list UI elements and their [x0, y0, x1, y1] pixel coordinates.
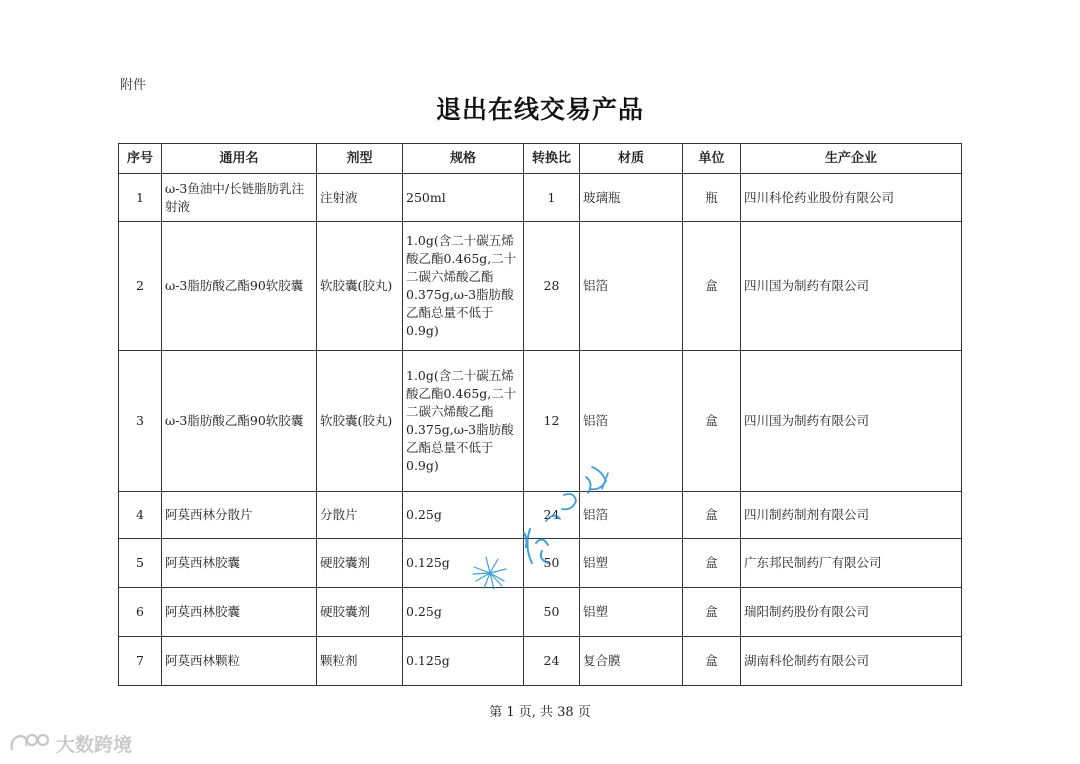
- page-footer: 第 1 页, 共 38 页: [489, 705, 591, 720]
- cell-name: 阿莫西林胶囊: [162, 539, 317, 588]
- cell-material: 铝箔: [580, 351, 683, 492]
- cell-unit: 盒: [683, 351, 741, 492]
- column-header-unit: 单位: [683, 144, 741, 174]
- cell-name: ω-3脂肪酸乙酯90软胶囊: [162, 351, 317, 492]
- column-header-name: 通用名: [162, 144, 317, 174]
- column-header-ratio: 转换比: [524, 144, 580, 174]
- cell-unit: 瓶: [683, 174, 741, 222]
- cell-form: 注射液: [317, 174, 403, 222]
- attachment-label: 附件: [120, 78, 147, 93]
- products-table: [118, 143, 962, 686]
- cell-form: 软胶囊(胶丸): [317, 222, 403, 351]
- cell-material: 铝塑: [580, 539, 683, 588]
- cell-maker: 四川国为制药有限公司: [741, 222, 962, 351]
- column-header-material: 材质: [580, 144, 683, 174]
- cell-form: 硬胶囊剂: [317, 588, 403, 637]
- cell-spec: 1.0g(含二十碳五烯酸乙酯0.465g,二十二碳六烯酸乙酯0.375g,ω-3脂肪酸乙酯总量不低于0.9g): [403, 351, 524, 492]
- page-title: 退出在线交易产品: [435, 95, 644, 124]
- infinity-logo-icon: [8, 730, 52, 756]
- cell-maker: 广东邦民制药厂有限公司: [741, 539, 962, 588]
- cell-form: 硬胶囊剂: [317, 539, 403, 588]
- cell-form: 软胶囊(胶丸): [317, 351, 403, 492]
- cell-form: 颗粒剂: [317, 637, 403, 686]
- cell-no: 3: [119, 351, 162, 492]
- cell-material: 铝箔: [580, 222, 683, 351]
- cell-ratio: 12: [524, 351, 580, 492]
- cell-spec: 1.0g(含二十碳五烯酸乙酯0.465g,二十二碳六烯酸乙酯0.375g,ω-3脂肪酸乙酯总量不低于0.9g): [403, 222, 524, 351]
- table-row: [119, 351, 962, 492]
- cell-ratio: 24: [524, 492, 580, 539]
- cell-material: 复合膜: [580, 637, 683, 686]
- cell-spec: 250ml: [403, 174, 524, 222]
- column-header-no: 序号: [119, 144, 162, 174]
- cell-maker: 四川国为制药有限公司: [741, 351, 962, 492]
- table-row: [119, 637, 962, 686]
- column-header-form: 剂型: [317, 144, 403, 174]
- cell-unit: 盒: [683, 492, 741, 539]
- cell-unit: 盒: [683, 539, 741, 588]
- cell-no: 1: [119, 174, 162, 222]
- table-row: [119, 588, 962, 637]
- table-row: [119, 222, 962, 351]
- cell-unit: 盒: [683, 588, 741, 637]
- table-row: [119, 539, 962, 588]
- cell-no: 4: [119, 492, 162, 539]
- cell-ratio: 24: [524, 637, 580, 686]
- cell-no: 7: [119, 637, 162, 686]
- column-header-spec: 规格: [403, 144, 524, 174]
- cell-material: 铝塑: [580, 588, 683, 637]
- corner-logo-text: 大数跨境: [56, 733, 133, 756]
- table-header-row: [119, 144, 962, 174]
- cell-name: 阿莫西林胶囊: [162, 588, 317, 637]
- cell-unit: 盒: [683, 222, 741, 351]
- cell-maker: 四川科伦药业股份有限公司: [741, 174, 962, 222]
- cell-ratio: 50: [524, 588, 580, 637]
- table-row: [119, 174, 962, 222]
- cell-spec: 0.25g: [403, 588, 524, 637]
- cell-material: 铝箔: [580, 492, 683, 539]
- cell-no: 5: [119, 539, 162, 588]
- cell-maker: 瑞阳制药股份有限公司: [741, 588, 962, 637]
- cell-name: ω-3鱼油中/长链脂肪乳注射液: [162, 174, 317, 222]
- cell-maker: 四川制药制剂有限公司: [741, 492, 962, 539]
- cell-spec: 0.125g: [403, 637, 524, 686]
- cell-name: 阿莫西林颗粒: [162, 637, 317, 686]
- cell-maker: 湖南科伦制药有限公司: [741, 637, 962, 686]
- cell-spec: 0.25g: [403, 492, 524, 539]
- cell-ratio: 50: [524, 539, 580, 588]
- cell-spec: 0.125g: [403, 539, 524, 588]
- corner-watermark-logo: [8, 728, 132, 758]
- cell-ratio: 1: [524, 174, 580, 222]
- cell-material: 玻璃瓶: [580, 174, 683, 222]
- cell-name: ω-3脂肪酸乙酯90软胶囊: [162, 222, 317, 351]
- table-row: [119, 492, 962, 539]
- cell-name: 阿莫西林分散片: [162, 492, 317, 539]
- column-header-maker: 生产企业: [741, 144, 962, 174]
- cell-no: 6: [119, 588, 162, 637]
- cell-no: 2: [119, 222, 162, 351]
- cell-unit: 盒: [683, 637, 741, 686]
- cell-form: 分散片: [317, 492, 403, 539]
- cell-ratio: 28: [524, 222, 580, 351]
